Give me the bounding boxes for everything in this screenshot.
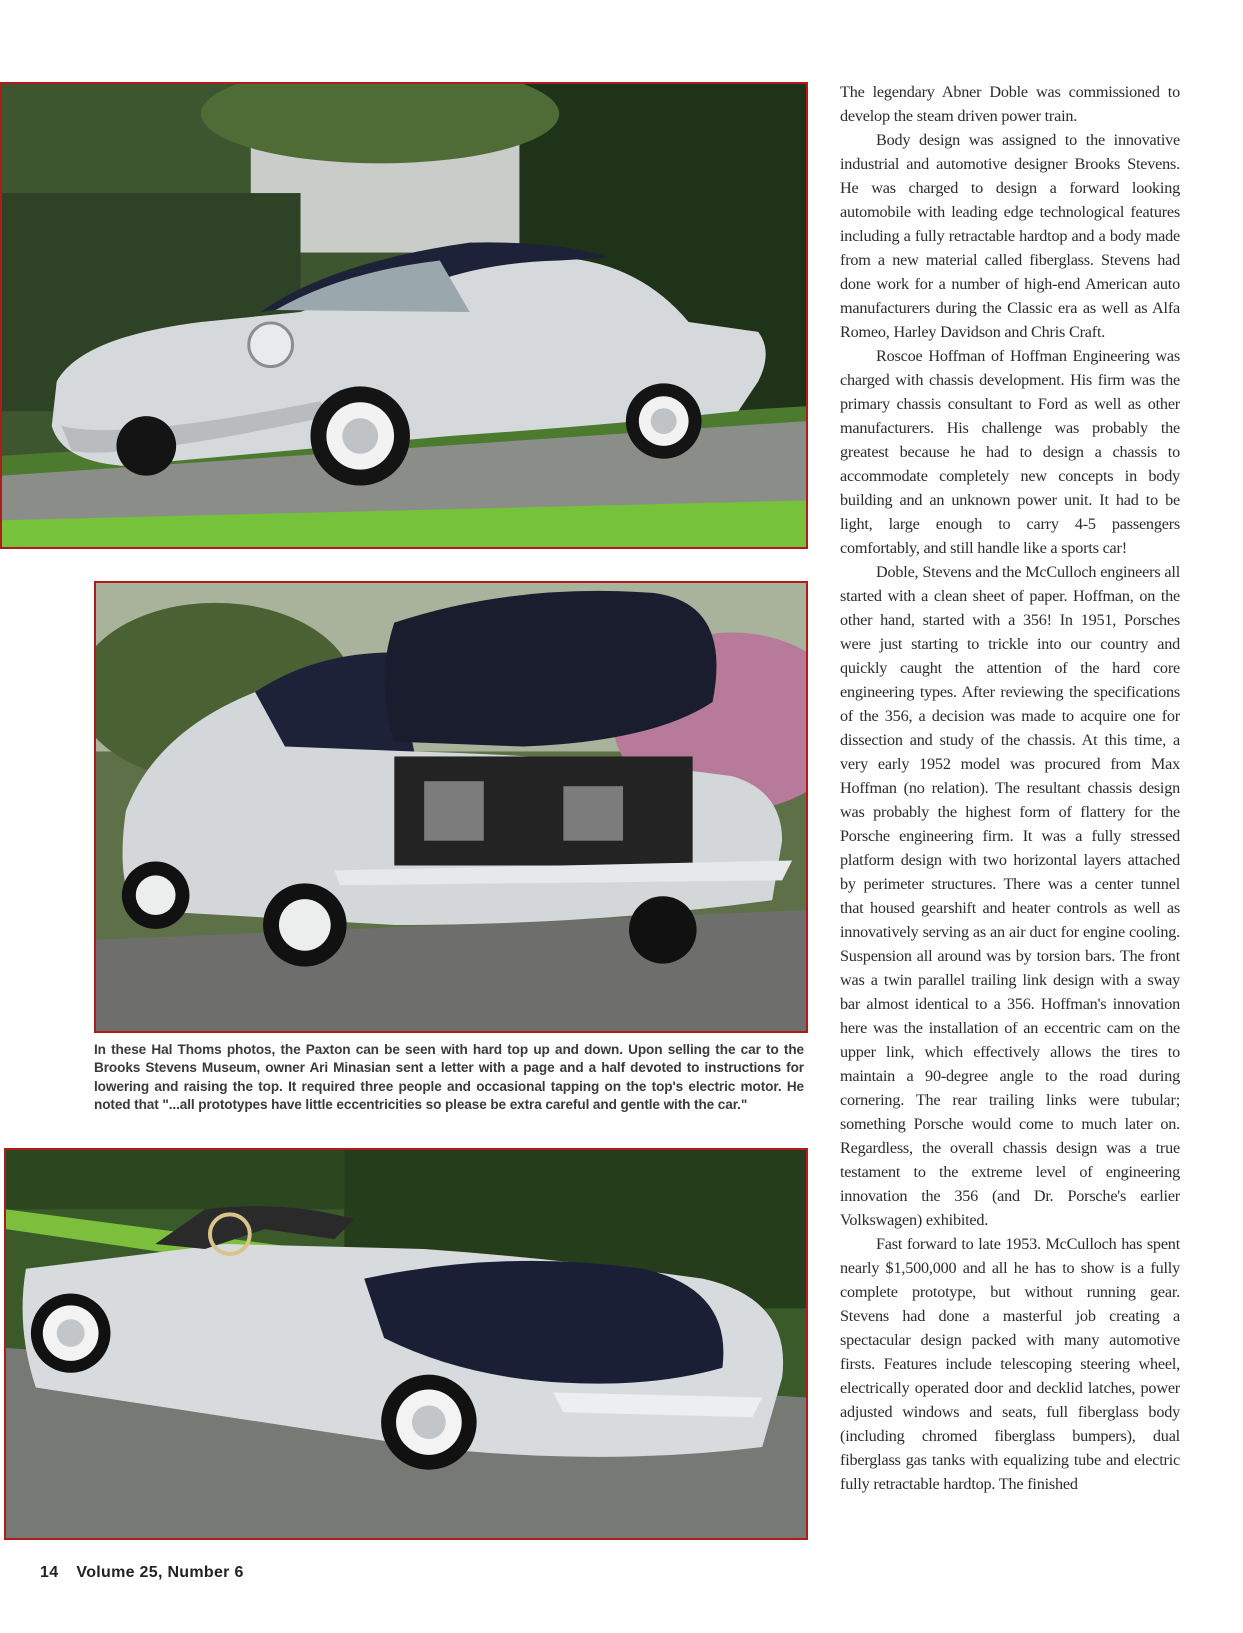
car-hardtop-illustration xyxy=(2,84,806,547)
article-paragraph: Roscoe Hoffman of Hoffman Engineering was charged with chassis development. His firm was the primary chassis consultant to Ford as well as other manufacturers. His challenge was probably the greatest because he had to design a chassis to accommodate completely new concepts in body building and an unknown power unit. It had to be light, large enough to carry 4-5 passengers comfortably, and still handle like a sports car! xyxy=(840,347,1180,557)
car-convertible-illustration xyxy=(6,1150,806,1538)
article-paragraph: Fast forward to late 1953. McCulloch has spent nearly $1,500,000 and all he has to show is a fully complete prototype, but without running gear. Stevens had done a masterful job creating a spectacular design packed with many automotive firsts. Features include telescoping steering wheel, electrically operated door and decklid latches, power adjusted windows and seats, full fiberglass body (including chromed fiberglass bumpers), dual fiberglass gas tanks with equalizing tube and electric fully retractable hardtop. The finished xyxy=(840,1235,1180,1493)
article-paragraph: Doble, Stevens and the McCulloch engineers all started with a clean sheet of paper. Hoffman, on the other hand, started with a 356! In 1951, Porsches were just starting to trickle into our country and quickly caught the attention of the hard core engineering types. After reviewing the specifications of the 356, a decision was made to acquire one for dissection and study of the chassis. At this time, a very early 1952 model was procured from Max Hoffman (no relation). The resultant chassis design was probably the highest form of flattery for the Porsche engineering firm. It was a fully stressed platform design with two horizontal layers attached by perimeter structures. There was a center tunnel that housed gearshift and heater controls as well as innovatively serving as an air duct for engine cooling. Suspension all around was by torsion bars. The front was a twin parallel trailing link design with a sway bar almost identical to a 356. Hoffman's innovation here was the installation of an eccentric cam on the upper link, which effectively allows the tires to maintain a 90-degree angle to the road during cornering. The rear trailing links were tubular; something Porsche would come to much later on. Regardless, the overall chassis design was a true testament to the extreme level of engineering innovation the 356 (and Dr. Porsche's earlier Volkswagen) exhibited. xyxy=(840,563,1180,1229)
article-paragraph: The legendary Abner Doble was commissioned to develop the steam driven power train. xyxy=(840,83,1180,125)
photo-paxton-engine-bay xyxy=(94,581,808,1033)
page-footer xyxy=(40,1564,244,1582)
car-engine-illustration xyxy=(96,583,806,1031)
page-number: 14 xyxy=(40,1564,59,1581)
photo-paxton-top-down xyxy=(4,1148,808,1540)
issue-label: Volume 25, Number 6 xyxy=(76,1564,244,1581)
article-text-column xyxy=(840,80,1180,1496)
article-paragraph: Body design was assigned to the innovative industrial and automotive designer Brooks Stevens. He was charged to design a forward looking automobile with leading edge technological features including a fully retractable hardtop and a body made from a new material called fiberglass. Stevens had done work for a number of high-end American auto manufacturers during the Classic era as well as Alfa Romeo, Harley Davidson and Chris Craft. xyxy=(840,131,1180,341)
photo-paxton-hardtop-front xyxy=(0,82,808,549)
photo-caption: In these Hal Thoms photos, the Paxton can be seen with hard top up and down. Upon selling the car to the Brooks Stevens Museum, owner Ari Minasian sent a letter with a page and a half devoted to instructions for lowering and raising the top. It required three people and occasional tapping on the top's electric motor. He noted that "...all prototypes have little eccentricities so please be extra careful and gentle with the car." xyxy=(94,1042,804,1113)
